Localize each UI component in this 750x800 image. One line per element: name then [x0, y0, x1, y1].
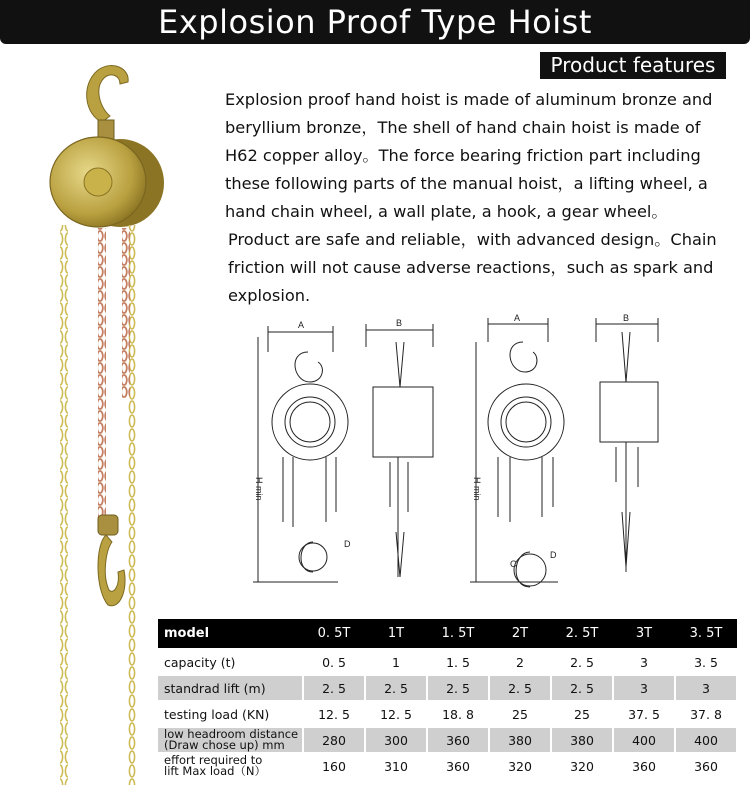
dim-label-h2: H min: [472, 477, 482, 501]
table-header-row: [158, 619, 737, 649]
table-cell: 37. 8: [675, 701, 737, 727]
table-cell: 310: [365, 753, 427, 779]
dim-label-b2: B: [623, 313, 630, 323]
load-chain-icon: [98, 228, 106, 528]
table-cell: 3: [613, 675, 675, 701]
table-header-cell: 3. 5T: [675, 619, 737, 649]
table-cell: 360: [427, 727, 489, 753]
table-row: [158, 753, 737, 779]
table-cell: 280: [303, 727, 365, 753]
table-cell: 37. 5: [613, 701, 675, 727]
dim-label-a1: A: [298, 320, 305, 330]
row-label-line: effort required to: [164, 753, 263, 767]
table-cell: 12. 5: [303, 701, 365, 727]
table-header-cell: 0. 5T: [303, 619, 365, 649]
table-cell: 2: [489, 649, 551, 675]
row-label-line: low headroom distance: [164, 727, 299, 741]
top-hook-icon: [87, 66, 128, 142]
table-cell: 320: [489, 753, 551, 779]
row-label-line: (Draw chose up) mm: [164, 738, 285, 752]
table-cell: 3. 5: [675, 649, 737, 675]
table-cell: 0. 5: [303, 649, 365, 675]
table-cell: 160: [303, 753, 365, 779]
specification-table: [158, 619, 738, 780]
row-label-low-headroom: [158, 727, 303, 753]
table-cell: 18. 8: [427, 701, 489, 727]
table-header-cell: 1T: [365, 619, 427, 649]
load-chain-short-icon: [122, 228, 130, 398]
table-cell: 360: [613, 753, 675, 779]
hand-chain-left-icon: [60, 225, 68, 785]
technical-diagram: [248, 312, 678, 602]
table-cell: 25: [551, 701, 613, 727]
table-cell: 25: [489, 701, 551, 727]
table-cell: 380: [489, 727, 551, 753]
table-header-cell: 1. 5T: [427, 619, 489, 649]
side-view-1-icon: [366, 324, 433, 577]
table-cell: 2. 5: [489, 675, 551, 701]
page-title: Explosion Proof Type Hoist: [0, 0, 750, 44]
table-cell: 2. 5: [427, 675, 489, 701]
dim-label-c2: C: [510, 559, 517, 569]
table-cell: 380: [551, 727, 613, 753]
table-cell: 2. 5: [551, 649, 613, 675]
table-header-cell: 2. 5T: [551, 619, 613, 649]
table-cell: 3: [675, 675, 737, 701]
product-features-label: Product features: [540, 52, 726, 79]
table-cell: 2. 5: [303, 675, 365, 701]
row-label-testing-load: testing load (KN): [158, 701, 303, 727]
dim-label-b1: B: [396, 318, 403, 328]
description-paragraph-2: Product are safe and reliable，with advanced design。Chain friction will not cause adverse reactions，such as spark and explosion.: [228, 230, 717, 305]
table-header-model: model: [158, 619, 303, 649]
table-cell: 320: [551, 753, 613, 779]
row-label-effort: [158, 753, 303, 779]
table-row: [158, 727, 737, 753]
hoist-body-icon: [50, 137, 164, 227]
table-header-cell: 3T: [613, 619, 675, 649]
table-cell: 2. 5: [551, 675, 613, 701]
row-label-capacity: capacity (t): [158, 649, 303, 675]
dim-label-d1: D: [344, 539, 351, 549]
dim-label-d2: D: [550, 550, 557, 560]
row-label-line: lift Max load（N）: [164, 764, 267, 778]
product-description: [225, 86, 737, 310]
front-view-1-icon: [253, 326, 348, 582]
table-cell: 1. 5: [427, 649, 489, 675]
table-cell: 1: [365, 649, 427, 675]
table-row: [158, 649, 737, 675]
table-cell: 3: [613, 649, 675, 675]
table-row: [158, 675, 737, 701]
table-cell: 400: [613, 727, 675, 753]
table-cell: 300: [365, 727, 427, 753]
table-cell: 360: [675, 753, 737, 779]
bottom-hook-icon: [98, 515, 125, 606]
description-paragraph-1: Explosion proof hand hoist is made of aluminum bronze and beryllium bronze，The shell of hand chain hoist is made of H62 copper alloy。The force bearing friction part including these following parts of the manual hoist，a lifting wheel, a hand chain wheel, a wall plate, a hook, a gear wheel。: [225, 90, 713, 221]
table-header-cell: 2T: [489, 619, 551, 649]
table-cell: 360: [427, 753, 489, 779]
table-cell: 2. 5: [365, 675, 427, 701]
table-cell: 12. 5: [365, 701, 427, 727]
row-label-standard-lift: standrad lift (m): [158, 675, 303, 701]
side-view-2-icon: [596, 318, 658, 572]
dim-label-a2: A: [514, 313, 521, 323]
front-view-2-icon: [470, 318, 564, 587]
table-row: [158, 701, 737, 727]
dim-label-h1: H min: [254, 477, 264, 501]
table-cell: 400: [675, 727, 737, 753]
